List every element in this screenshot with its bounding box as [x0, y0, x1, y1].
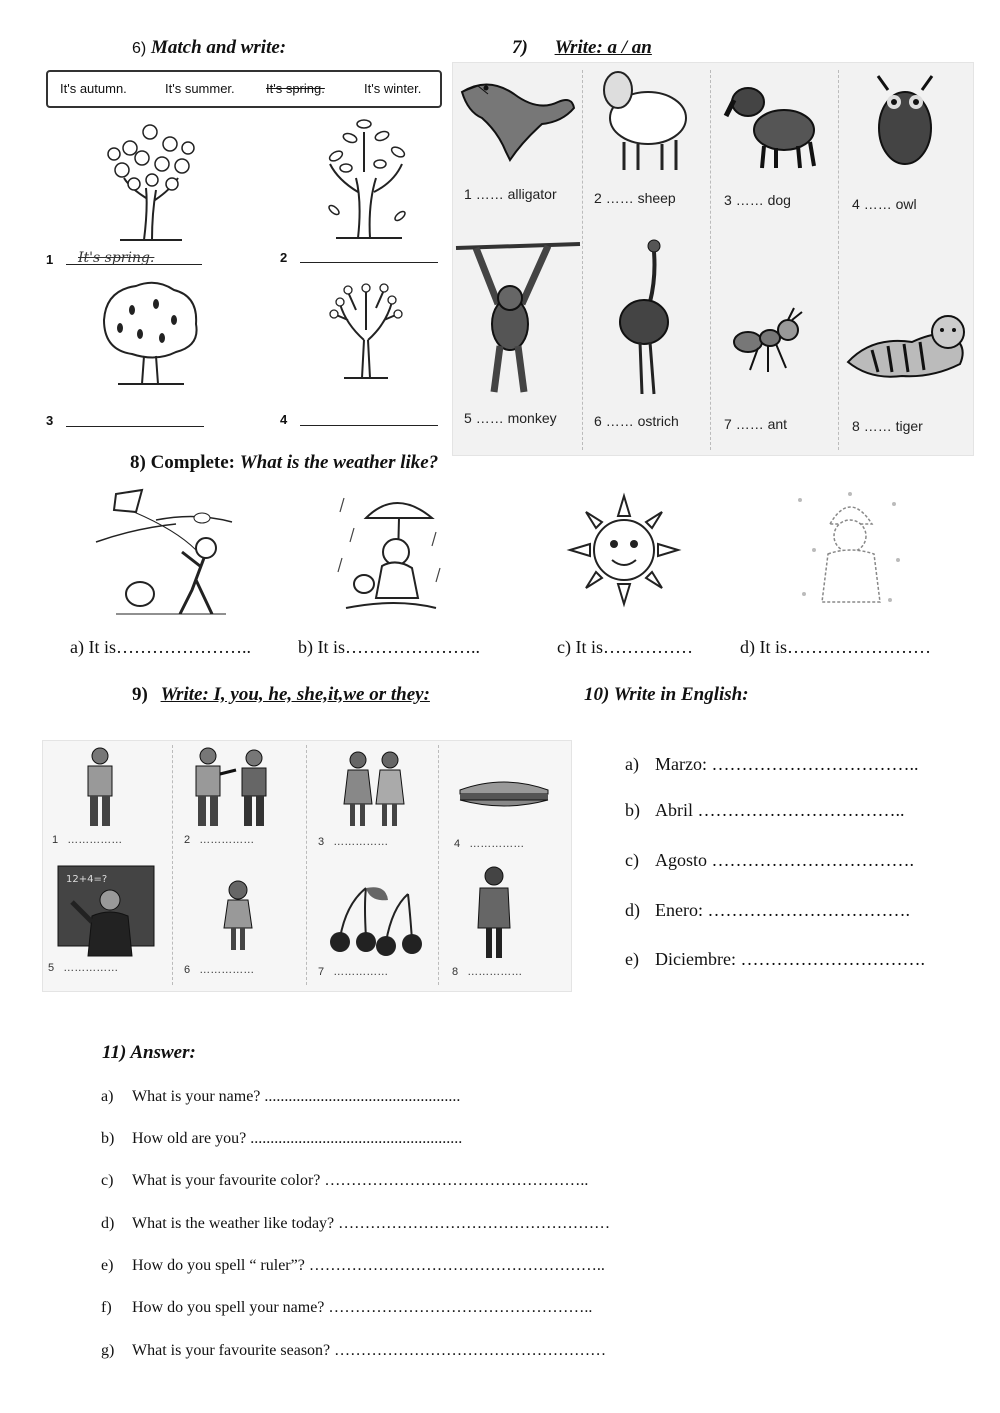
option-autumn: It's autumn. — [60, 81, 127, 96]
pronoun-caption-3: 3 …………… — [318, 836, 389, 848]
animal-caption-6: 6 …… ostrich — [594, 413, 679, 429]
pronoun-caption-8: 8 …………… — [452, 966, 523, 978]
animal-caption-2: 2 …… sheep — [594, 190, 676, 206]
owl-icon — [870, 70, 940, 170]
pronoun-caption-6: 6 …………… — [184, 964, 255, 976]
svg-text:12+4=?: 12+4=? — [66, 874, 108, 885]
animal-divider — [710, 70, 711, 450]
tree-answer-line-4 — [300, 425, 438, 426]
pronoun-divider — [172, 745, 173, 985]
answer-question-g: g) What is your favourite season? …………………………………………… — [101, 1342, 607, 1359]
dog-icon — [724, 72, 824, 172]
autumn-tree-icon — [316, 112, 416, 242]
tree-number-4: 4 — [280, 412, 288, 427]
winter-tree-icon — [326, 280, 406, 382]
windy-kite-icon — [96, 490, 236, 618]
sheep-icon — [598, 66, 688, 176]
summer-tree-icon — [96, 280, 206, 390]
snowy-child-icon — [794, 490, 906, 612]
ostrich-icon — [612, 238, 682, 400]
monkey-icon — [456, 234, 582, 400]
two-people-icon — [186, 746, 276, 830]
answer-question-b: b) How old are you? ..................................................... — [101, 1130, 463, 1147]
weather-answer-d: d) It is…………………… — [740, 637, 931, 657]
tiger-icon — [842, 306, 972, 386]
section8-title: What is the weather like? — [239, 452, 439, 473]
pronoun-caption-7: 7 …………… — [318, 966, 389, 978]
tree-number-1: 1 — [46, 252, 54, 267]
answer-question-a: a) What is your name? ................................................. — [101, 1088, 461, 1105]
english-item-c: c) Agosto ……………………………. — [625, 850, 915, 870]
section6-heading: 6) Match and write: — [132, 37, 287, 58]
answer-question-f: f) How do you spell your name? ………………………………………….. — [101, 1299, 593, 1316]
tree-number-2: 2 — [280, 250, 288, 265]
section9-title: Write: I, you, he, she,it,we or they: — [160, 684, 430, 705]
section8-heading: 8) Complete: What is the weather like? — [130, 452, 439, 473]
tree-answer-1: It's spring. — [78, 250, 155, 266]
animal-divider — [838, 70, 839, 450]
boy-icon — [80, 746, 120, 830]
option-spring: It's spring. — [266, 81, 325, 96]
animal-divider — [582, 70, 583, 450]
english-item-d: d) Enero: ……………………………. — [625, 900, 910, 920]
animal-caption-1: 1 …… alligator — [464, 186, 557, 202]
rainy-umbrella-icon — [336, 488, 446, 620]
pronoun-divider — [306, 745, 307, 985]
section9-heading: 9) Write: I, you, he, she,it,we or they: — [132, 684, 430, 705]
animal-caption-8: 8 …… tiger — [852, 418, 923, 434]
answer-question-e: e) How do you spell “ ruler”? ……………………………………………….. — [101, 1257, 605, 1274]
english-item-a: a) Marzo: …………………………….. — [625, 754, 919, 774]
two-girls-icon — [340, 750, 410, 830]
animal-caption-7: 7 …… ant — [724, 416, 788, 432]
weather-answer-a: a) It is………………….. — [70, 637, 251, 657]
tree-number-3: 3 — [46, 413, 54, 428]
animal-caption-5: 5 …… monkey — [464, 410, 557, 426]
option-winter: It's winter. — [364, 81, 422, 96]
ant-icon — [728, 308, 806, 384]
section10-heading — [584, 684, 749, 706]
section10-title: 10) Write in English: — [584, 684, 749, 705]
tree-answer-line-3 — [66, 426, 204, 427]
english-item-e: e) Diciembre: …………………………. — [625, 949, 925, 969]
pronoun-caption-5: 5 …………… — [48, 962, 119, 974]
weather-answer-c: c) It is…………… — [557, 637, 693, 657]
section7-heading: 7) Write: a / an — [512, 37, 652, 58]
sun-icon — [568, 494, 680, 606]
section7-title: Write: a / an — [554, 37, 652, 58]
answer-question-c: c) What is your favourite color? ………………………………………….. — [101, 1172, 589, 1189]
woman-icon — [474, 866, 514, 962]
teacher-blackboard-icon — [58, 866, 154, 956]
cherries-icon — [326, 884, 424, 956]
weather-answer-b: b) It is………………….. — [298, 637, 480, 657]
sandwich-icon — [456, 776, 552, 812]
section11-heading — [102, 1042, 196, 1064]
section11-title: 11) Answer: — [102, 1042, 196, 1063]
tree-answer-line-2 — [300, 262, 438, 263]
season-word-box — [46, 70, 442, 108]
option-summer: It's summer. — [165, 81, 235, 96]
pronoun-caption-1: 1 …………… — [52, 834, 123, 846]
english-item-b: b) Abril …………………………….. — [625, 800, 905, 820]
animal-caption-3: 3 …… dog — [724, 192, 791, 208]
answer-question-d: d) What is the weather like today? …………………………………………… — [101, 1215, 611, 1232]
animal-caption-4: 4 …… owl — [852, 196, 917, 212]
girl-icon — [220, 880, 256, 952]
pronoun-caption-4: 4 …………… — [454, 838, 525, 850]
pronoun-divider — [438, 745, 439, 985]
section6-title: Match and write: — [150, 37, 287, 58]
blossom-tree-icon — [100, 118, 200, 243]
alligator-icon — [458, 72, 578, 172]
pronoun-caption-2: 2 …………… — [184, 834, 255, 846]
